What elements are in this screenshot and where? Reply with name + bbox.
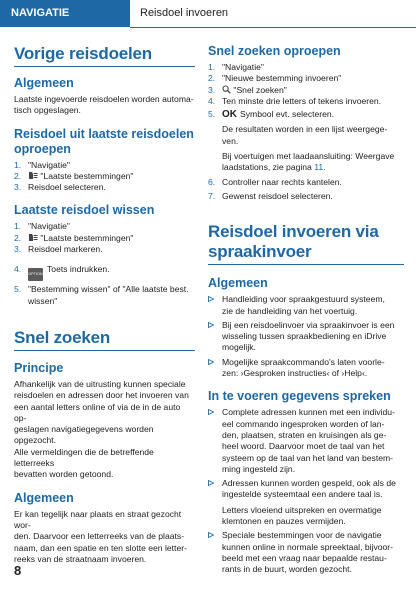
step-note: De resultaten worden in een lijst weergege- ven. [222,124,388,146]
favorites-list-icon [28,171,38,180]
heading-principe: Principe [14,360,64,375]
favorites-list-icon [28,233,38,242]
list-item: Adressen kunnen worden gespeld, ook als de ingestelde systeemtaal een andere taal is. Letters vloeiend uitspreken en overmatige klemtonen en pauzes vermijden. [208,478,404,527]
right-column [208,36,404,576]
heading-algemeen-2: Algemeen [14,490,74,505]
heading-gegevens-spreken: In te voeren gegevens spreken [208,389,391,404]
list-item: Bij een reisdoelinvoer via spraakinvoer is een wisseling tussen spraakbediening en iDrive mogelijk. [208,320,404,354]
heading-rule [14,66,195,67]
triangle-bullet-icon [208,480,214,486]
list-item: 4. OPTION Toets indrukken. [14,264,195,281]
list-item: 2. "Laatste bestemmingen" [14,170,134,181]
heading-rule [14,350,195,351]
list-item: 3. Reisdoel markeren. [14,244,103,255]
list-item: 6. Controller naar rechts kantelen. [208,176,342,187]
triangle-bullet-icon [208,296,214,302]
triangle-bullet-icon [208,409,214,415]
heading-vorige-reisdoelen: Vorige reisdoelen [14,44,152,63]
principe-text: Afhankelijk van de uitrusting kunnen speciale reisdoelen en adressen door het invoeren van een aantal letters online of via de in de auto op- geslagen navigatiegegevens worden opgezocht. Alle vermeldingen die de betreffende letterreeks bevatten worden getoond. [14,378,189,480]
triangle-bullet-icon [208,532,214,538]
heading-snel-zoeken-oproepen: Snel zoeken oproepen [208,44,341,58]
magnifier-icon [222,85,231,94]
heading-algemeen-spraak: Algemeen [208,276,268,291]
list-item: 7. Gewenst reisdoel selecteren. [208,190,333,201]
list-item: Speciale bestemmingen voor de navigatie kunnen online in normale spreektaal, bijvoor- beeld met een vraag naar bepaalde restau- rants in de buurt, worden gezocht. [208,530,404,575]
algemeen-text: Laatste ingevoerde reisdoelen worden automa- tisch opgeslagen. [14,94,194,116]
list-item: 2. "Laatste bestemmingen" [14,232,134,243]
algemeen-2-text: Er kan tegelijk naar plaats en straat gezocht wor- den. Daarvoor een letterreeks van de plaats- naam, dan een spatie en ten slotte een letter- reeks van de straatnaam invoeren. [14,508,187,564]
list-item: 1. "Navigatie" [14,221,70,232]
list-item: Complete adressen kunnen met een individu- eel commando ingesproken worden of lan- den, plaatsen, straten en kruisingen als ge- heel woord. Daarvoor moet de taal van het systeem op de taal van het land van bestem- ming ingesteld zijn. [208,407,404,475]
snel-zoeken-steps [208,62,404,202]
list-item: 1. "Navigatie" [14,159,70,170]
triangle-bullet-icon [208,359,214,365]
heading-snel-zoeken: Snel zoeken [14,327,111,347]
page-number: 8 [14,563,22,578]
list-item: 5. OK Symbool evt. selecteren. De resultaten worden in een lijst weergege- ven. Bij voertuigen met laadaansluiting: Weergave laadstations, zie pagina 11. [208,109,404,173]
heading-spraakinvoer: Reisdoel invoeren via spraakinvoer [208,222,379,262]
list-item: 3. Reisdoel selecteren. [14,182,106,193]
list-item: 2. "Nieuwe bestemming invoeren" [208,73,342,84]
heading-rule [208,264,404,265]
ok-symbol-icon: OK [222,109,237,121]
list-item: Handleiding voor spraakgestuurd systeem, zie de handleiding van het voertuig. [208,294,404,317]
heading-algemeen: Algemeen [14,76,74,90]
spreken-list [208,407,404,575]
step-note: Bij voertuigen met laadaansluiting: Weergave laadstations, zie pagina 11. [222,151,395,173]
list-item: 4. Ten minste drie letters of tekens invoeren. [208,95,382,106]
triangle-bullet-icon [208,322,214,328]
page-link[interactable]: 11 [314,162,324,173]
list-item: Mogelijke spraakcommando's laten voorle- zen: ›Gesproken instructies‹ of ›Help‹. [208,357,404,380]
list-item: 3. "Snel zoeken" [208,84,287,95]
wissen-steps [14,221,195,306]
section-title: Reisdoel invoeren [130,0,416,28]
list-item: 5. "Bestemming wissen" of "Alle laatste best. wissen" [14,284,189,306]
item-note: Letters vloeiend uitspreken en overmatige klemtonen en pauzes vermijden. [222,504,382,527]
algemeen-spraak-list [208,294,404,379]
heading-reisdoel-wissen: Laatste reisdoel wissen [14,203,155,218]
page-header [0,0,416,27]
heading-reisdoel-oproepen: Reisdoel uit laatste reisdoelen oproepen [14,126,194,156]
list-item: 1. "Navigatie" [208,62,264,72]
section-tab: NAVIGATIE [0,0,130,27]
oproepen-steps [14,160,195,194]
option-button-icon: OPTION [28,268,43,281]
left-column [14,36,195,565]
